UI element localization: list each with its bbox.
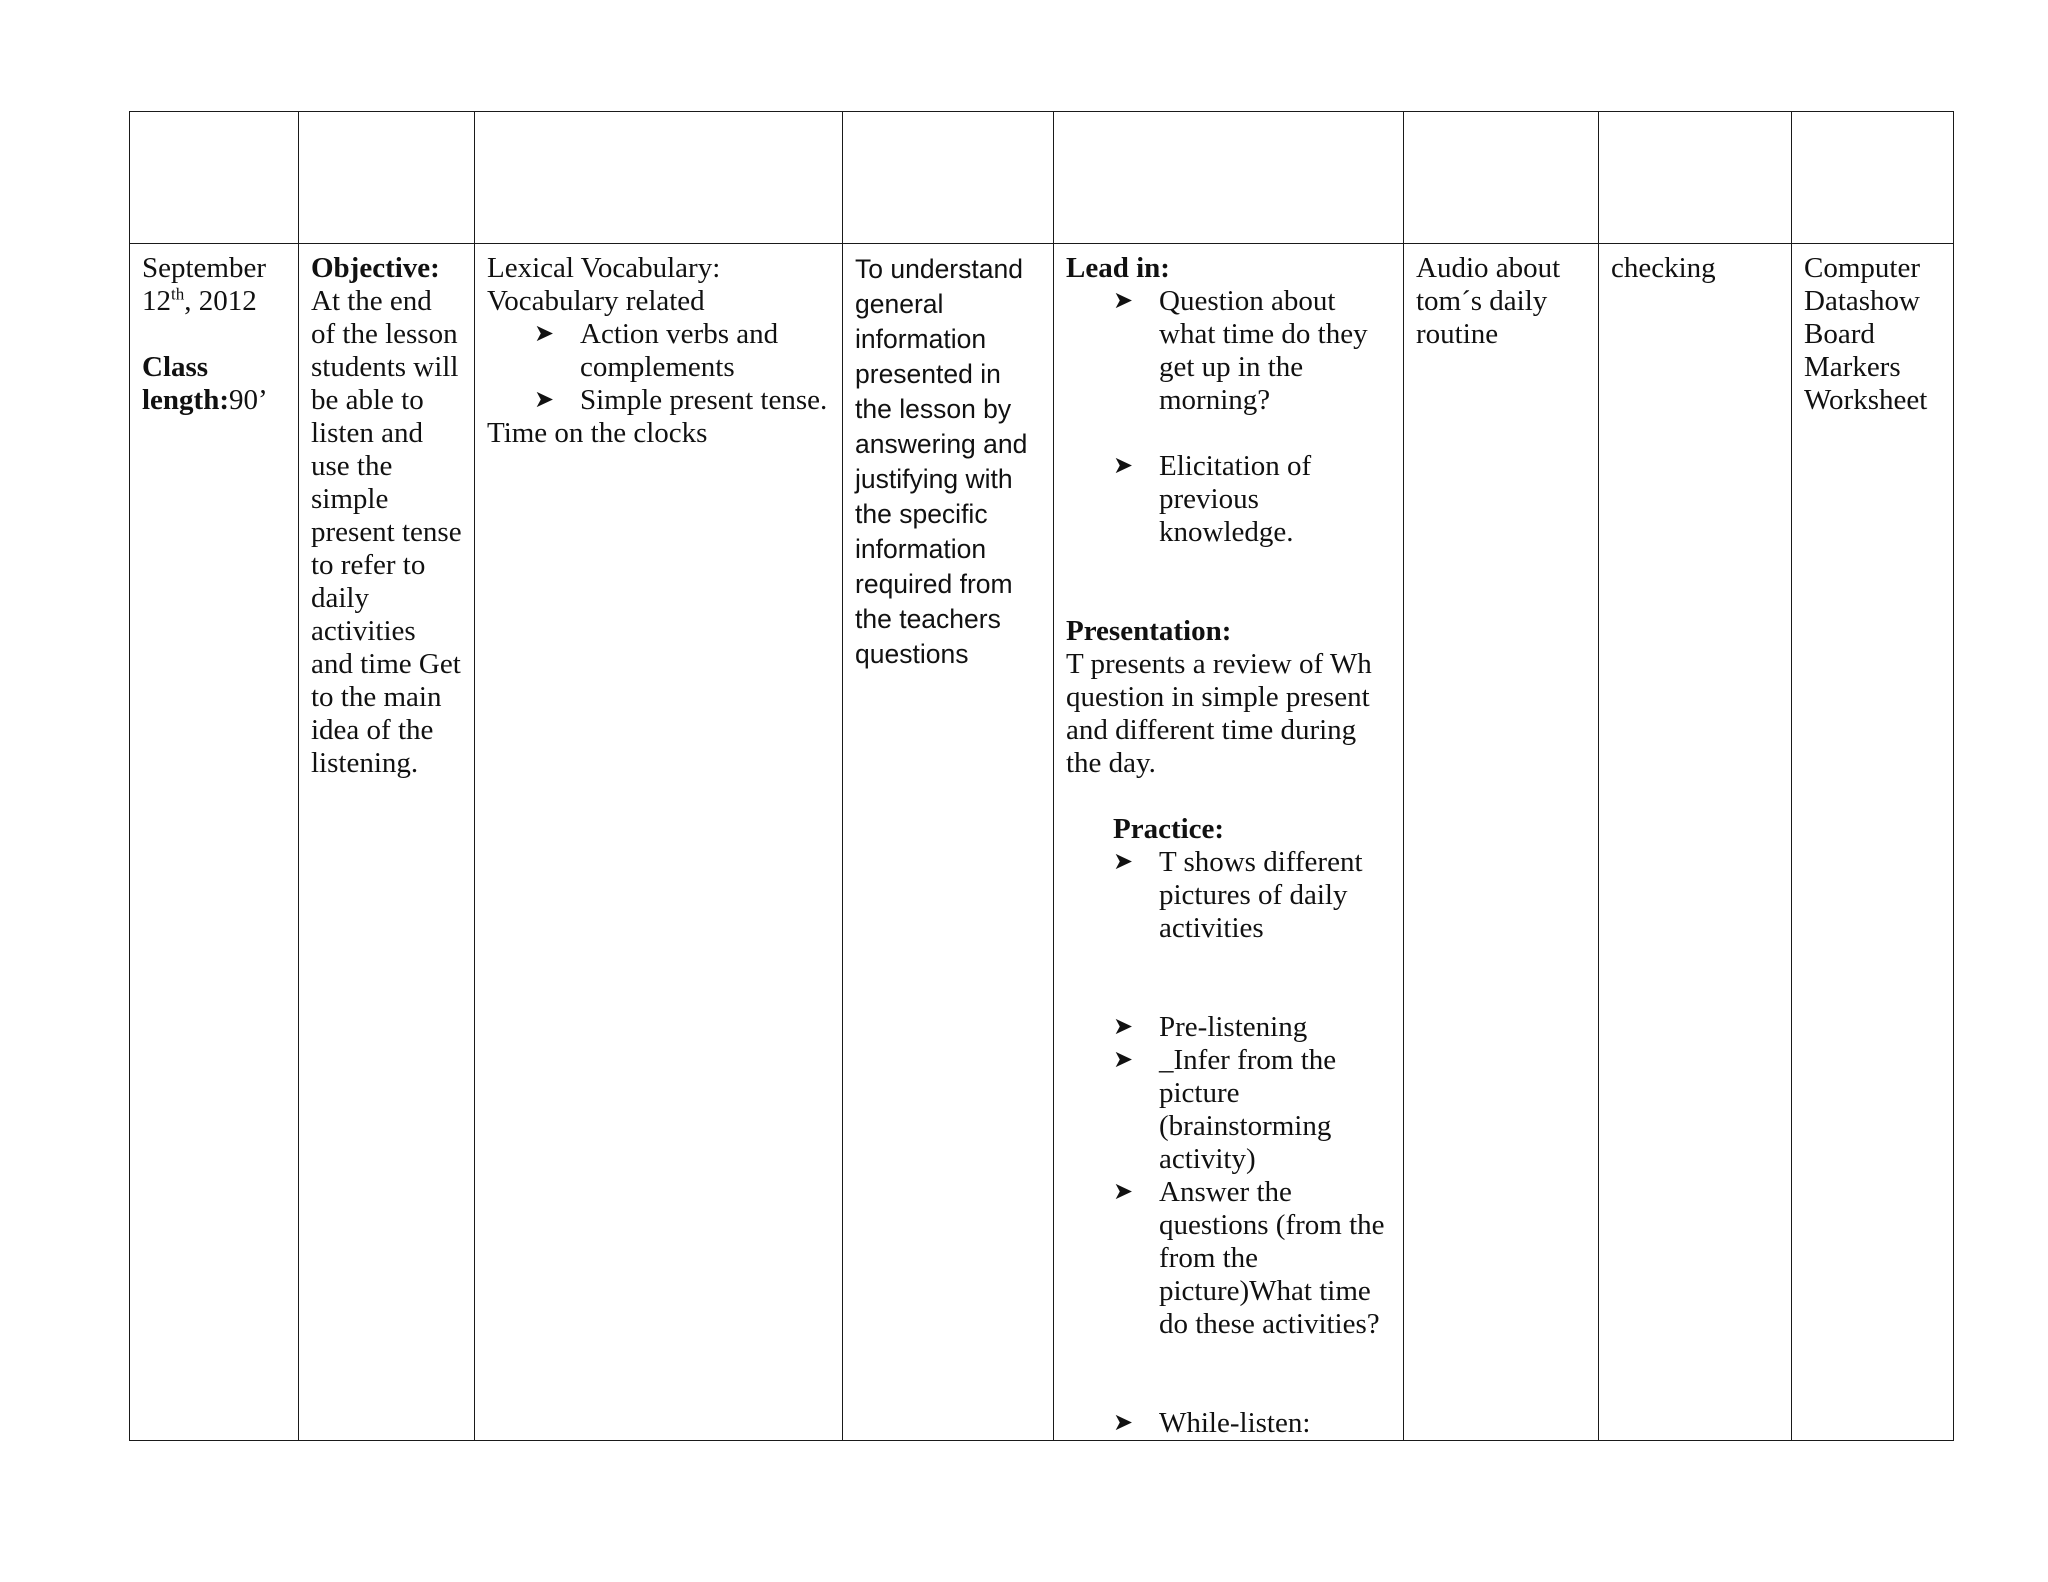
list-item-text: Question about what time do they get up in the morning? [1159,285,1368,416]
procedure-cell [1054,244,1404,1441]
list-item [1066,1011,1391,1044]
list-item [1066,450,1391,549]
presentation-label: Presentation: [1066,615,1232,647]
list-item-text: T shows different pictures of daily activities [1159,846,1363,944]
arrow-bullet-icon: ➤ [1113,1410,1134,1436]
spacer [1066,1341,1391,1407]
list-item-text: While-listen: [1159,1407,1311,1439]
list-item-text: Simple present tense. [580,384,828,416]
list-item [1066,285,1391,417]
assessment-text: checking [1611,252,1716,284]
arrow-bullet-icon: ➤ [1113,1047,1134,1073]
practice-label: Practice: [1113,813,1225,845]
spacer [142,318,286,351]
arrow-bullet-icon: ➤ [1113,849,1134,875]
date-day [142,285,286,318]
list-item [1066,1407,1391,1440]
resource-item: Worksheet [1804,384,1928,416]
header-cell-date [130,112,299,244]
list-item [487,318,830,384]
header-cell-assessment [1599,112,1792,244]
lesson-plan-table [129,111,1954,1441]
list-item [1066,1044,1391,1176]
objective-cell [299,244,475,1441]
date-day-suffix: th [171,284,185,304]
list-item-text: Pre-listening [1159,1011,1308,1043]
list-item [1066,846,1391,945]
list-item [487,384,830,417]
spacer [1066,945,1391,1011]
assessment-cell [1599,244,1792,1441]
resource-item: Board [1804,318,1875,350]
arrow-bullet-icon: ➤ [1113,453,1134,479]
class-length-line [142,384,286,417]
header-cell-aim [843,112,1054,244]
arrow-bullet-icon: ➤ [534,321,555,347]
listening-list [1066,1011,1391,1341]
list-item-text: Answer the questions (from the from the picture)What time do these activities? [1159,1176,1385,1340]
header-cell-objective [299,112,475,244]
resource-item: Markers [1804,351,1901,383]
header-row [130,112,1954,244]
arrow-bullet-icon: ➤ [534,387,555,413]
content-line-clocks: Time on the clocks [487,417,708,449]
list-item-text: _Infer from the picture (brainstorming activity) [1159,1044,1337,1175]
spacer [1066,549,1391,615]
objective-text: At the end of the lesson students will be able to listen and use the simple present tense to refer to daily activities and time Get to the main idea of the listening. [311,285,462,779]
content-cell [475,244,843,1441]
spacer [1066,780,1391,813]
list-item-text: Action verbs and complements [580,318,779,383]
resource-item: Computer [1804,252,1920,284]
objective-label: Objective: [311,252,440,284]
class-length-value: 90’ [229,384,268,416]
header-cell-resources [1792,112,1954,244]
class-length-label-2: length: [142,384,229,416]
material-text: Audio about tom´s daily routine [1416,252,1561,350]
lead-in-label: Lead in: [1066,252,1170,284]
date-day-number: 12 [142,285,171,317]
arrow-bullet-icon: ➤ [1113,288,1134,314]
lesson-row [130,244,1954,1441]
aim-text: To understand general information presented in the lesson by answering and justifying with the specific information required from the teachers questions [855,254,1028,669]
practice-list [1066,846,1391,945]
date-year: , 2012 [184,285,257,317]
list-item-text: Elicitation of previous knowledge. [1159,450,1312,548]
resources-cell [1792,244,1954,1441]
content-line-vocabulary: Lexical Vocabulary: [487,252,721,284]
list-spacer [1066,417,1391,450]
aim-cell [843,244,1054,1441]
arrow-bullet-icon: ➤ [1113,1014,1134,1040]
header-cell-material [1404,112,1599,244]
list-item [1066,1176,1391,1341]
arrow-bullet-icon: ➤ [1113,1179,1134,1205]
class-length-label: Class [142,351,209,383]
material-cell [1404,244,1599,1441]
date-cell [130,244,299,1441]
header-cell-content [475,112,843,244]
while-list [1066,1407,1391,1440]
resource-item: Datashow [1804,285,1920,317]
lead-in-list [1066,285,1391,549]
date-month: September [142,252,267,284]
presentation-text: T presents a review of Wh question in simple present and different time during the day. [1066,648,1372,779]
content-line-related: Vocabulary related [487,285,705,317]
content-list [487,318,830,417]
header-cell-procedure [1054,112,1404,244]
